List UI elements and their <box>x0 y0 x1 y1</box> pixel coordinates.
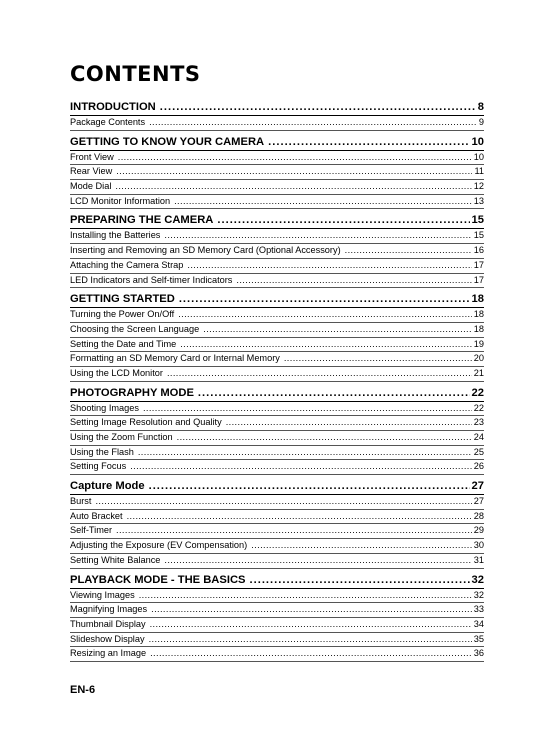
entry-title: Using the LCD Monitor <box>70 367 163 378</box>
toc-entry[interactable] <box>70 603 484 618</box>
entry-page-number: 34 <box>473 618 484 629</box>
entry-page-number: 36 <box>473 648 484 659</box>
entry-page-number: 30 <box>473 540 484 551</box>
toc-entry[interactable] <box>70 524 484 539</box>
dot-leader <box>217 212 469 228</box>
dot-leader <box>130 460 472 474</box>
toc-entry[interactable] <box>70 460 484 475</box>
entry-page-number: 21 <box>473 367 484 378</box>
toc-section-heading[interactable] <box>70 212 484 229</box>
entry-title: Front View <box>70 151 114 162</box>
entry-title: Slideshow Display <box>70 633 145 644</box>
toc-section-heading[interactable] <box>70 134 484 151</box>
entry-title: Resizing an Image <box>70 648 147 659</box>
entry-title: Setting Image Resolution and Quality <box>70 417 222 428</box>
dot-leader <box>180 338 472 352</box>
toc-entry[interactable] <box>70 244 484 259</box>
toc-entry[interactable] <box>70 229 484 244</box>
entry-title: Using the Flash <box>70 446 134 457</box>
entry-title: Shooting Images <box>70 402 139 413</box>
dot-leader <box>187 259 471 273</box>
entry-page-number: 35 <box>473 633 484 644</box>
dot-leader <box>138 446 472 460</box>
section-title: Capture Mode <box>70 480 145 493</box>
entry-title: Attaching the Camera Strap <box>70 259 184 270</box>
entry-page-number: 12 <box>473 181 484 192</box>
dot-leader <box>251 539 472 553</box>
entry-page-number: 17 <box>473 274 484 285</box>
toc-section <box>70 99 484 131</box>
section-title: GETTING STARTED <box>70 293 175 306</box>
entry-page-number: 26 <box>473 461 484 472</box>
dot-leader <box>250 572 470 588</box>
entry-title: Setting the Date and Time <box>70 338 177 349</box>
entry-page-number: 29 <box>473 525 484 536</box>
dot-leader <box>151 603 472 617</box>
toc-section <box>70 134 484 210</box>
entry-title: Burst <box>70 496 92 507</box>
entry-title: Setting White Balance <box>70 554 161 565</box>
toc-entry[interactable] <box>70 495 484 510</box>
toc-entry[interactable] <box>70 633 484 648</box>
entry-page-number: 28 <box>473 510 484 521</box>
toc-section-heading[interactable] <box>70 99 484 116</box>
toc-entry[interactable] <box>70 446 484 461</box>
entry-page-number: 22 <box>473 402 484 413</box>
section-title: INTRODUCTION <box>70 101 156 113</box>
entry-page-number: 17 <box>473 259 484 270</box>
section-page-number: 27 <box>471 480 484 493</box>
dot-leader <box>150 618 472 632</box>
dot-leader <box>143 402 472 416</box>
dot-leader <box>198 385 470 401</box>
section-title: PLAYBACK MODE - THE BASICS <box>70 573 246 586</box>
dot-leader <box>115 180 471 194</box>
toc-entry[interactable] <box>70 259 484 274</box>
section-page-number: 22 <box>471 386 484 399</box>
section-page-number: 18 <box>471 293 484 306</box>
toc-section <box>70 572 484 662</box>
toc-entry[interactable] <box>70 274 484 289</box>
toc-entry[interactable] <box>70 539 484 554</box>
dot-leader <box>203 323 472 337</box>
entry-page-number: 24 <box>473 432 484 442</box>
entry-title: LCD Monitor Information <box>70 195 171 206</box>
entry-page-number: 13 <box>473 195 484 206</box>
entry-title: Using the Zoom Function <box>70 432 173 442</box>
toc-entry[interactable] <box>70 165 484 180</box>
dot-leader <box>178 308 472 322</box>
toc-section <box>70 385 484 475</box>
entry-page-number: 19 <box>473 338 484 349</box>
dot-leader <box>268 134 469 150</box>
entry-title: Package Contents <box>70 117 146 127</box>
section-title: GETTING TO KNOW YOUR CAMERA <box>70 135 265 148</box>
dot-leader <box>164 229 471 243</box>
entry-title: Choosing the Screen Language <box>70 323 200 334</box>
dot-leader <box>179 291 470 307</box>
toc-entry[interactable] <box>70 367 484 382</box>
section-page-number: 32 <box>471 573 484 586</box>
dot-leader <box>164 554 471 568</box>
entry-title: LED Indicators and Self-timer Indicators <box>70 274 233 285</box>
entry-title: Magnifying Images <box>70 604 148 615</box>
entry-page-number: 15 <box>473 230 484 241</box>
dot-leader <box>116 165 472 179</box>
dot-leader <box>226 416 472 430</box>
toc-section-heading[interactable] <box>70 478 484 495</box>
entry-page-number: 9 <box>478 117 484 127</box>
dot-leader <box>149 116 477 130</box>
entry-page-number: 10 <box>473 151 484 162</box>
toc-entry[interactable] <box>70 338 484 353</box>
entry-page-number: 23 <box>473 417 484 428</box>
entry-page-number: 32 <box>473 589 484 600</box>
toc-entry[interactable] <box>70 151 484 166</box>
entry-page-number: 16 <box>473 245 484 256</box>
toc-entry[interactable] <box>70 323 484 338</box>
entry-title: Adjusting the Exposure (EV Compensation) <box>70 540 248 551</box>
toc-entry[interactable] <box>70 554 484 569</box>
entry-title: Inserting and Removing an SD Memory Card (Optional Accessory) <box>70 245 341 256</box>
dot-leader <box>236 274 471 288</box>
section-title: PREPARING THE CAMERA <box>70 214 214 227</box>
page-number: EN-6 <box>70 684 96 696</box>
toc-entry[interactable] <box>70 647 484 662</box>
toc-entry[interactable] <box>70 308 484 323</box>
toc-section-heading[interactable] <box>70 291 484 308</box>
entry-page-number: 20 <box>473 353 484 364</box>
entry-title: Self-Timer <box>70 525 113 536</box>
toc-entry[interactable] <box>70 510 484 525</box>
entry-title: Rear View <box>70 166 113 177</box>
entry-page-number: 18 <box>473 309 484 320</box>
section-page-number: 8 <box>477 101 484 113</box>
toc-entry[interactable] <box>70 402 484 417</box>
toc-section <box>70 291 484 381</box>
entry-page-number: 25 <box>473 446 484 457</box>
dot-leader <box>345 244 472 258</box>
toc-section-heading[interactable] <box>70 385 484 402</box>
toc-entry[interactable] <box>70 618 484 633</box>
entry-title: Viewing Images <box>70 589 135 600</box>
entry-title: Formatting an SD Memory Card or Internal Memory <box>70 353 280 364</box>
dot-leader <box>150 647 472 661</box>
entry-page-number: 18 <box>473 323 484 334</box>
dot-leader <box>284 352 472 366</box>
entry-page-number: 33 <box>473 604 484 615</box>
dot-leader <box>139 589 472 603</box>
section-title: PHOTOGRAPHY MODE <box>70 386 194 399</box>
entry-page-number: 11 <box>474 166 484 177</box>
toc-entry[interactable] <box>70 431 484 446</box>
page-title: CONTENTS <box>70 62 201 86</box>
toc-entry[interactable] <box>70 195 484 210</box>
entry-title: Setting Focus <box>70 461 127 472</box>
dot-leader <box>167 367 472 381</box>
dot-leader <box>127 510 472 524</box>
toc-section-heading[interactable] <box>70 572 484 589</box>
dot-leader <box>149 633 472 647</box>
table-of-contents <box>70 99 484 662</box>
toc-section <box>70 478 484 568</box>
dot-leader <box>116 524 472 538</box>
dot-leader <box>160 99 476 115</box>
toc-entry[interactable] <box>70 116 484 131</box>
toc-entry[interactable] <box>70 416 484 431</box>
dot-leader <box>177 431 472 445</box>
toc-entry[interactable] <box>70 589 484 604</box>
entry-title: Thumbnail Display <box>70 618 146 629</box>
dot-leader <box>149 478 470 494</box>
entry-title: Installing the Batteries <box>70 230 161 241</box>
toc-section <box>70 212 484 288</box>
toc-entry[interactable] <box>70 352 484 367</box>
dot-leader <box>174 195 472 209</box>
section-page-number: 10 <box>471 135 484 148</box>
entry-title: Mode Dial <box>70 181 112 192</box>
toc-entry[interactable] <box>70 180 484 195</box>
entry-title: Turning the Power On/Off <box>70 309 175 320</box>
dot-leader <box>95 495 471 509</box>
entry-page-number: 27 <box>473 496 484 507</box>
entry-title: Auto Bracket <box>70 510 123 521</box>
dot-leader <box>118 151 472 165</box>
section-page-number: 15 <box>471 214 484 227</box>
entry-page-number: 31 <box>473 554 484 565</box>
